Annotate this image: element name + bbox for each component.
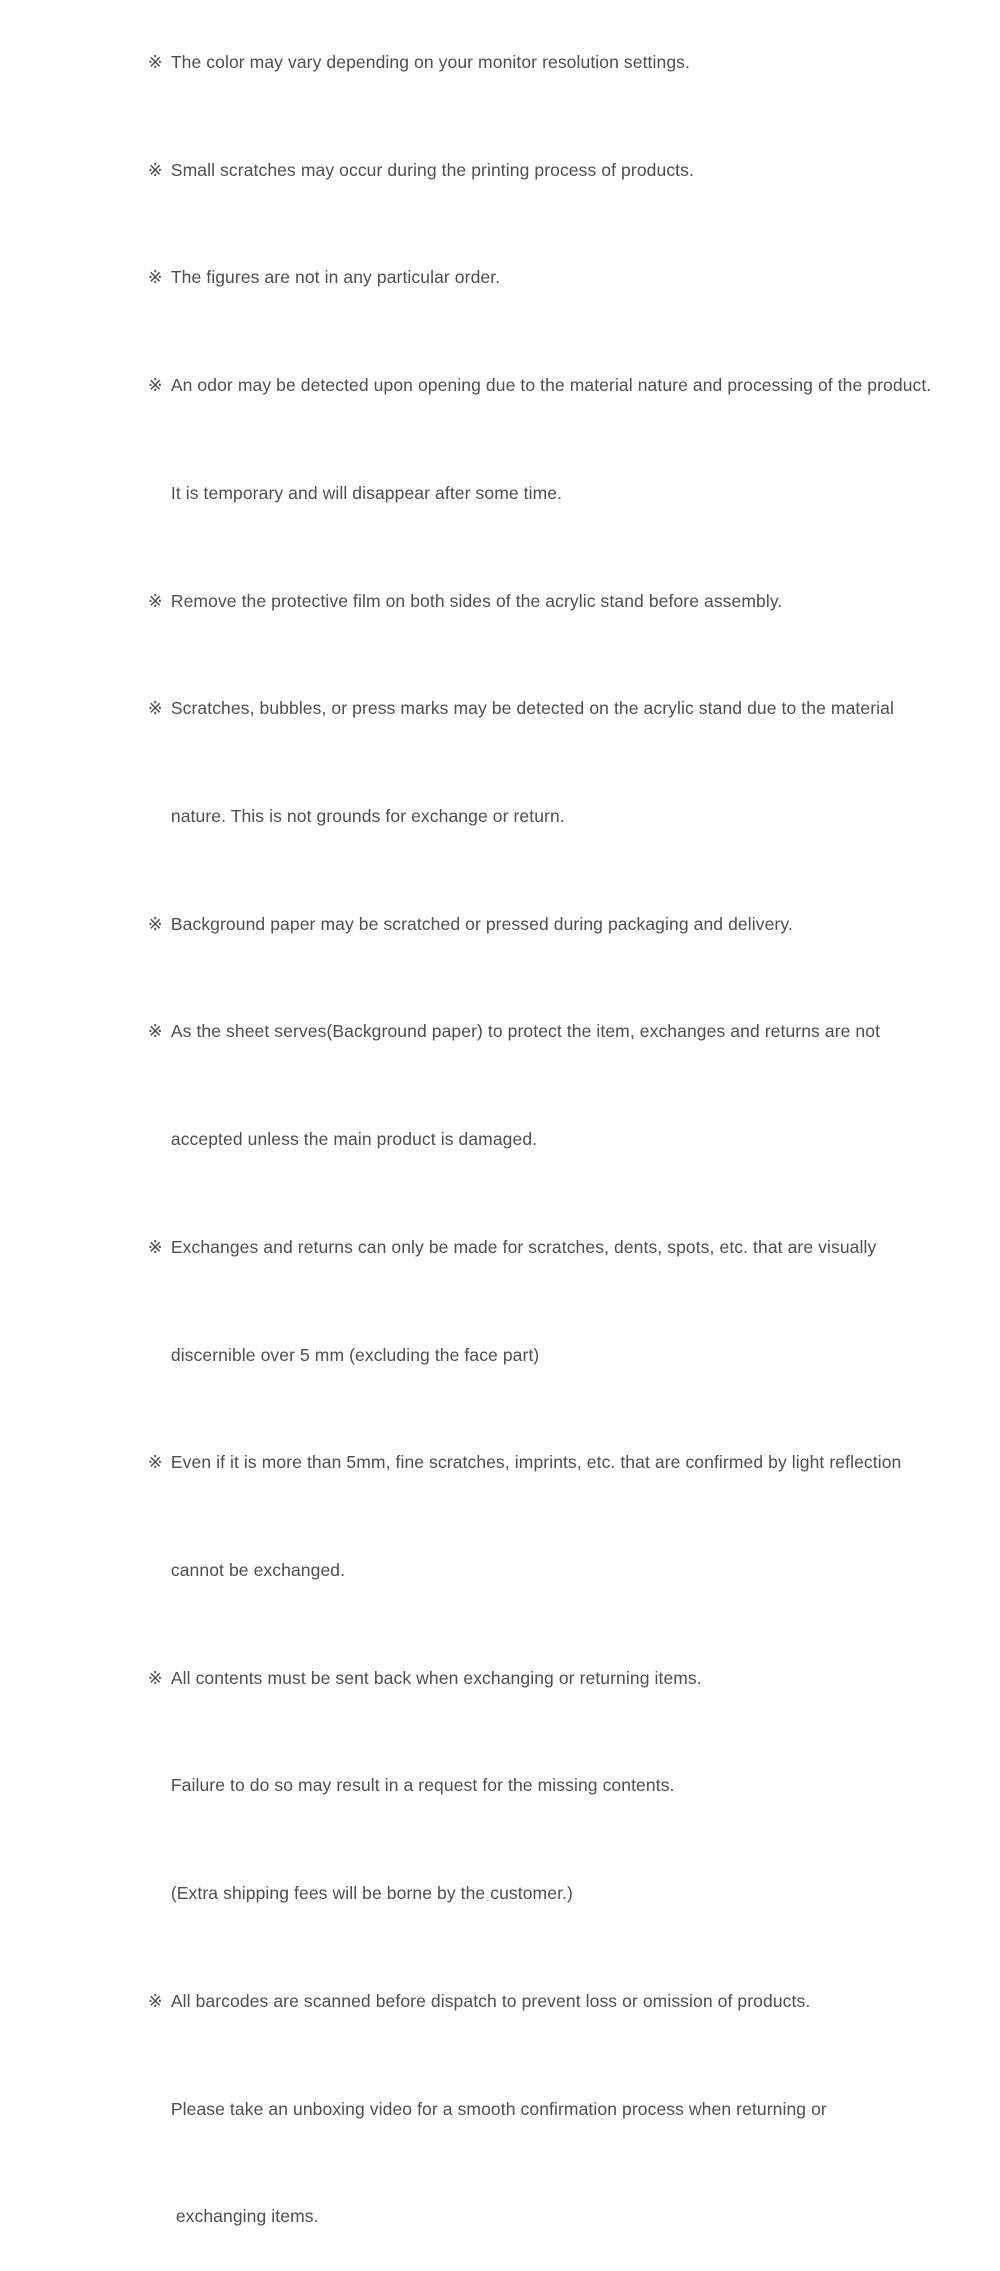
notice-text: cannot be exchanged. [170, 1559, 346, 1580]
notice-line [128, 1517, 1000, 1625]
notice-line [128, 2163, 1000, 2271]
reference-mark: ※ [147, 1990, 163, 2011]
reference-mark: ※ [147, 1667, 163, 1688]
notice-line [128, 1409, 1000, 1517]
notice-text: accepted unless the main product is damaged. [170, 1129, 538, 1150]
reference-mark: ※ [147, 375, 163, 396]
notice-text: Scratches, bubbles, or press marks may be detected on the acrylic stand due to the material [170, 698, 894, 719]
notice-line [128, 548, 1000, 656]
notice-line [128, 1733, 1000, 1841]
notice-line [128, 763, 1000, 871]
notice-text: An odor may be detected upon opening due to the material nature and processing of the product. [170, 375, 932, 396]
notice-line [128, 9, 1000, 117]
notice-text: nature. This is not grounds for exchange or return. [170, 805, 565, 826]
notice-line [128, 1086, 1000, 1194]
notice-line [128, 978, 1000, 1086]
notice-line [128, 655, 1000, 763]
notice-text: Small scratches may occur during the printing process of products. [170, 159, 694, 180]
notice-text: The color may vary depending on your monitor resolution settings. [170, 51, 690, 72]
notice-text: It is temporary and will disappear after some time. [170, 482, 563, 503]
notice-line [128, 871, 1000, 979]
notice-line [128, 224, 1000, 332]
reference-mark: ※ [147, 698, 163, 719]
notice-line [128, 440, 1000, 548]
reference-mark: ※ [147, 267, 163, 288]
notice-text: Even if it is more than 5mm, fine scratches, imprints, etc. that are confirmed by light reflection [170, 1452, 902, 1473]
notice-text: Background paper may be scratched or pressed during packaging and delivery. [170, 913, 793, 934]
notice-text: Remove the protective film on both sides of the acrylic stand before assembly. [170, 590, 783, 611]
notice-line [128, 1302, 1000, 1410]
notice-text: All contents must be sent back when exchanging or returning items. [170, 1667, 702, 1688]
notice-line [128, 1625, 1000, 1733]
notice-line [128, 1840, 1000, 1948]
reference-mark: ※ [147, 590, 163, 611]
reference-mark: ※ [147, 1236, 163, 1257]
reference-mark: ※ [147, 913, 163, 934]
notice-text: Exchanges and returns can only be made for scratches, dents, spots, etc. that are visually [170, 1236, 877, 1257]
reference-mark: ※ [147, 1452, 163, 1473]
notice-text: exchanging items. [170, 2206, 319, 2227]
notice-line [128, 1948, 1000, 2056]
notice-text: As the sheet serves(Background paper) to protect the item, exchanges and returns are not [170, 1021, 881, 1042]
notice-text: All barcodes are scanned before dispatch to prevent loss or omission of products. [170, 1990, 811, 2011]
notice-text: (Extra shipping fees will be borne by the customer.) [170, 1883, 573, 1904]
notice-text: discernible over 5 mm (excluding the face part) [170, 1344, 540, 1365]
reference-mark: ※ [147, 51, 163, 72]
notice-text: Please take an unboxing video for a smooth confirmation process when returning or [170, 2098, 827, 2119]
notice-line [128, 2056, 1000, 2164]
notice-line [128, 117, 1000, 225]
reference-mark: ※ [147, 159, 163, 180]
reference-mark: ※ [147, 1021, 163, 1042]
notice-line [128, 1194, 1000, 1302]
notice-text: Failure to do so may result in a request for the missing contents. [170, 1775, 675, 1796]
notice-line [128, 332, 1000, 440]
notice-text: The figures are not in any particular order. [170, 267, 501, 288]
